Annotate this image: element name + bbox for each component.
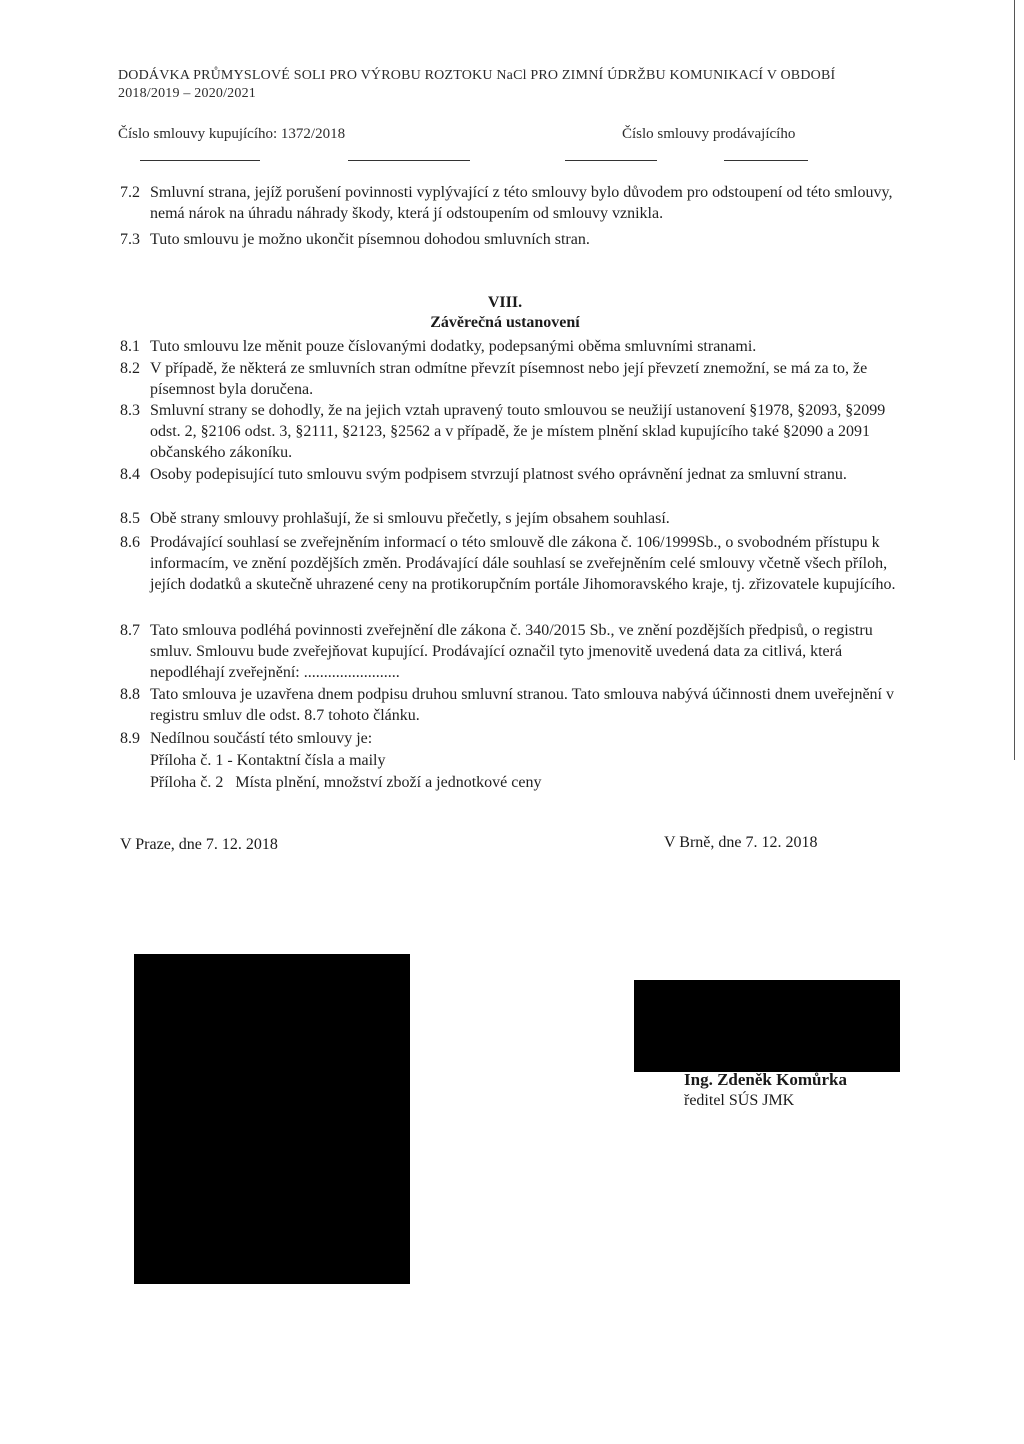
header-rule [140,160,260,161]
redacted-signature-left [134,954,410,1284]
paragraph-number: 8.6 [120,534,140,551]
paragraph-8-7 [120,620,910,683]
paragraph-number: 8.5 [120,510,140,527]
left-place-date: V Praze, dne 7. 12. 2018 [120,836,278,853]
paragraph-8-4 [120,464,910,485]
paragraph-8-3 [120,400,910,463]
paragraph-8-1 [120,336,910,357]
section-title: Závěrečná ustanovení [430,314,580,331]
paragraph-text: Tato smlouva podléhá povinnosti zveřejnění dle zákona č. 340/2015 Sb., ve znění pozdějších předpisů, o registru smluv. Smlouvu bude zveřejňovat kupující. Prodávající označil tyto jmenovitě uvedená data za citlivá, která nepodléhají zveřejnění: ........................ [150,622,873,681]
paragraph-8-5 [120,508,910,529]
paragraph-text: Smluvní strany se dohodly, že na jejich vztah upravený touto smlouvou se neužijí ustanovení §1978, §2093, §2099 odst. 2, §2106 odst. 3, §2111, §2123, §2562 a v případě, že je místem plnění sklad kupujícího také §2090 a 2091 občanského zákoníku. [150,402,886,461]
right-place-date: V Brně, dne 7. 12. 2018 [664,834,818,851]
signatory-name: Ing. Zdeněk Komůrka [684,1070,847,1089]
contract-title-line2: 2018/2019 – 2020/2021 [118,86,256,101]
paragraph-number: 8.3 [120,402,140,419]
paragraph-number: 8.9 [120,730,140,747]
paragraph-7-2 [120,182,910,224]
paragraph-text: Smluvní strana, jejíž porušení povinnosti vyplývající z této smlouvy bylo důvodem pro odstoupení od této smlouvy, nemá nárok na úhradu náhrady škody, která jí odstoupením od smlouvy vznikla. [150,184,893,222]
paragraph-number: 8.4 [120,466,140,483]
attachment-2: Příloha č. 2 Místa plnění, množství zboží a jednotkové ceny [150,774,542,791]
paragraph-8-9 [120,728,910,749]
paragraph-text: Osoby podepisující tuto smlouvu svým podpisem stvrzují platnost svého oprávnění jednat za smluvní stranu. [150,466,847,483]
paragraph-number: 7.3 [120,231,140,248]
scan-edge-line [1014,0,1015,760]
header-rule [348,160,470,161]
header-rule [565,160,657,161]
paragraph-text: Nedílnou součástí této smlouvy je: [150,730,373,747]
paragraph-text: Obě strany smlouvy prohlašují, že si smlouvu přečetly, s jejím obsahem souhlasí. [150,510,670,527]
paragraph-text: Prodávající souhlasí se zveřejněním informací o této smlouvě dle zákona č. 106/1999Sb., o svobodném přístupu k informacím, ve znění pozdějších změn. Prodávající dále souhlasí se zveřejněním celé smlouvy včetně všech příloh, jejích dodatků a skutečně uhrazené ceny na protikorupčním portále Jihomoravského kraje, tj. zřizovatele kupujícího. [150,534,896,593]
header-rule [724,160,808,161]
redacted-signature-right [634,980,900,1072]
paragraph-text: Tuto smlouvu lze měnit pouze číslovanými dodatky, podepsanými oběma smluvními stranami. [150,338,757,355]
attachment-1: Příloha č. 1 - Kontaktní čísla a maily [150,752,386,769]
buyer-contract-number: Číslo smlouvy kupujícího: 1372/2018 [118,126,346,142]
paragraph-number: 8.7 [120,622,140,639]
paragraph-8-6 [120,532,910,595]
paragraph-7-3 [120,229,910,250]
seller-contract-number: Číslo smlouvy prodávajícího [622,126,796,142]
paragraph-8-8 [120,684,910,726]
contract-title-line1: DODÁVKA PRŮMYSLOVÉ SOLI PRO VÝROBU ROZTOKU NaCl PRO ZIMNÍ ÚDRŽBU KOMUNIKACÍ V OBDOBÍ [118,68,836,83]
section-number: VIII. [487,294,523,311]
paragraph-text: Tato smlouva je uzavřena dnem podpisu druhou smluvní stranou. Tato smlouva nabývá účinnosti dnem uveřejnění v registru smluv dle odst. 8.7 tohoto článku. [150,686,894,724]
paragraph-text: Tuto smlouvu je možno ukončit písemnou dohodou smluvních stran. [150,231,590,248]
paragraph-number: 8.2 [120,360,140,377]
paragraph-number: 8.8 [120,686,140,703]
signatory-role: ředitel SÚS JMK [684,1092,795,1109]
paragraph-text: V případě, že některá ze smluvních stran odmítne převzít písemnost nebo její převzetí znemožní, se má za to, že písemnost byla doručena. [150,360,868,398]
paragraph-number: 8.1 [120,338,140,355]
paragraph-8-2 [120,358,910,400]
paragraph-number: 7.2 [120,184,140,201]
